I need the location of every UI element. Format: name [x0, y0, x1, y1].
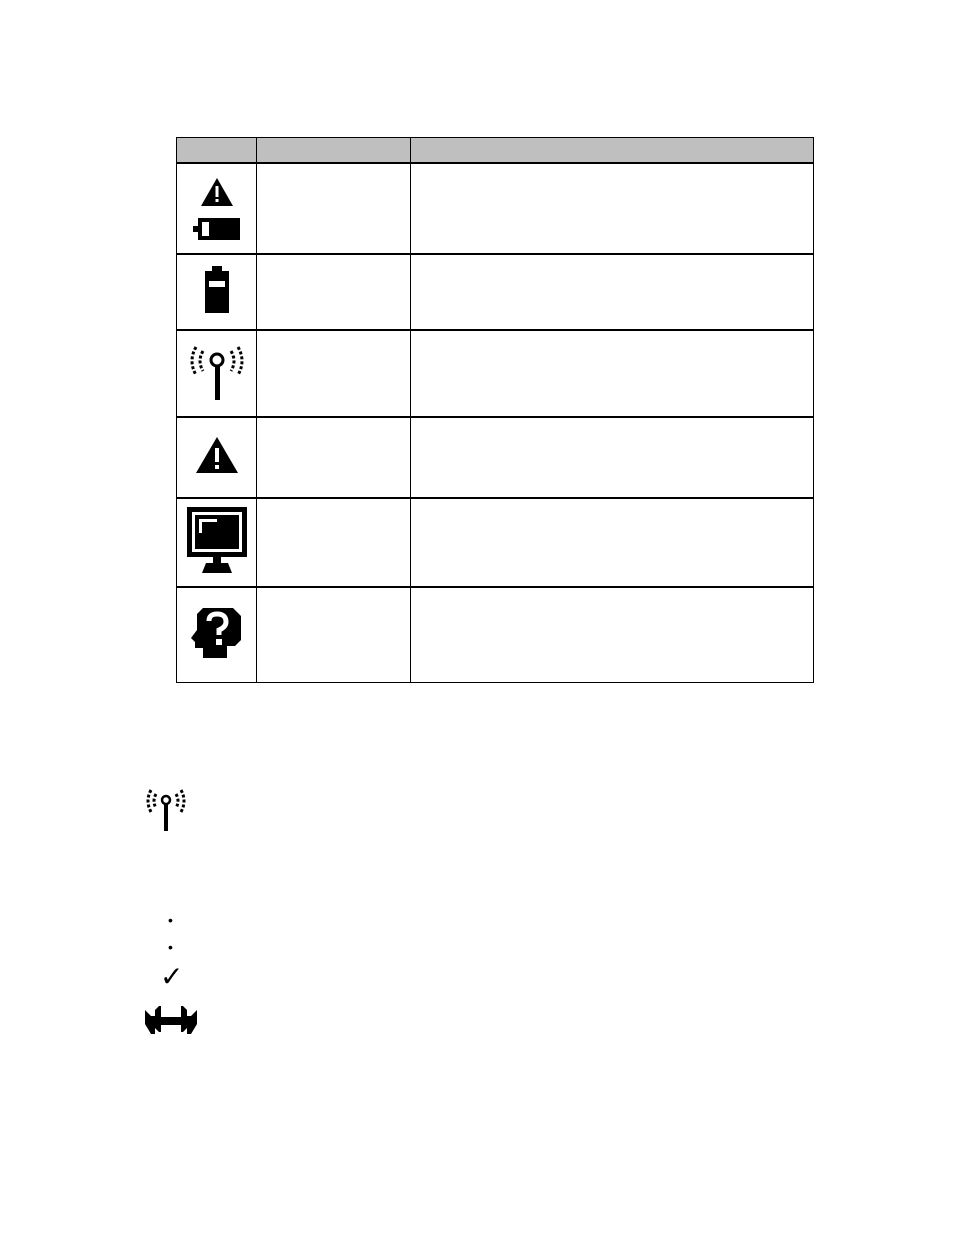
icon-cell	[177, 587, 257, 682]
icon-cell	[177, 417, 257, 498]
header-icon	[177, 138, 257, 164]
table-row	[177, 330, 814, 417]
table-header-row	[177, 138, 814, 164]
bullet-marker: •	[168, 912, 173, 928]
icon-name	[257, 498, 411, 587]
icon-description	[411, 254, 814, 330]
help-head-icon	[189, 604, 245, 660]
icon-cell	[177, 163, 257, 254]
check-icon: ✓	[160, 960, 184, 993]
icon-description	[411, 330, 814, 417]
header-description	[411, 138, 814, 164]
battery-icon	[203, 266, 231, 314]
low-battery-icon	[193, 217, 241, 241]
icon-name	[257, 254, 411, 330]
icon-name	[257, 417, 411, 498]
icon-legend-table	[176, 137, 814, 683]
icon-name	[257, 163, 411, 254]
header-name	[257, 138, 411, 164]
icon-name	[257, 330, 411, 417]
bullet-marker: •	[168, 939, 173, 955]
icon-cell	[177, 330, 257, 417]
icon-cell	[177, 498, 257, 587]
antenna-signal-icon	[144, 786, 188, 832]
wrench-icon	[145, 1006, 197, 1036]
icon-description	[411, 587, 814, 682]
table-row	[177, 417, 814, 498]
table-row	[177, 254, 814, 330]
table-row	[177, 498, 814, 587]
antenna-signal-icon	[186, 341, 248, 401]
monitor-icon	[186, 506, 248, 574]
table-row	[177, 587, 814, 682]
warning-icon	[200, 177, 234, 207]
icon-name	[257, 587, 411, 682]
warning-icon	[195, 436, 239, 474]
icon-cell	[177, 254, 257, 330]
icon-description	[411, 498, 814, 587]
icon-description	[411, 163, 814, 254]
table-row	[177, 163, 814, 254]
icon-description	[411, 417, 814, 498]
